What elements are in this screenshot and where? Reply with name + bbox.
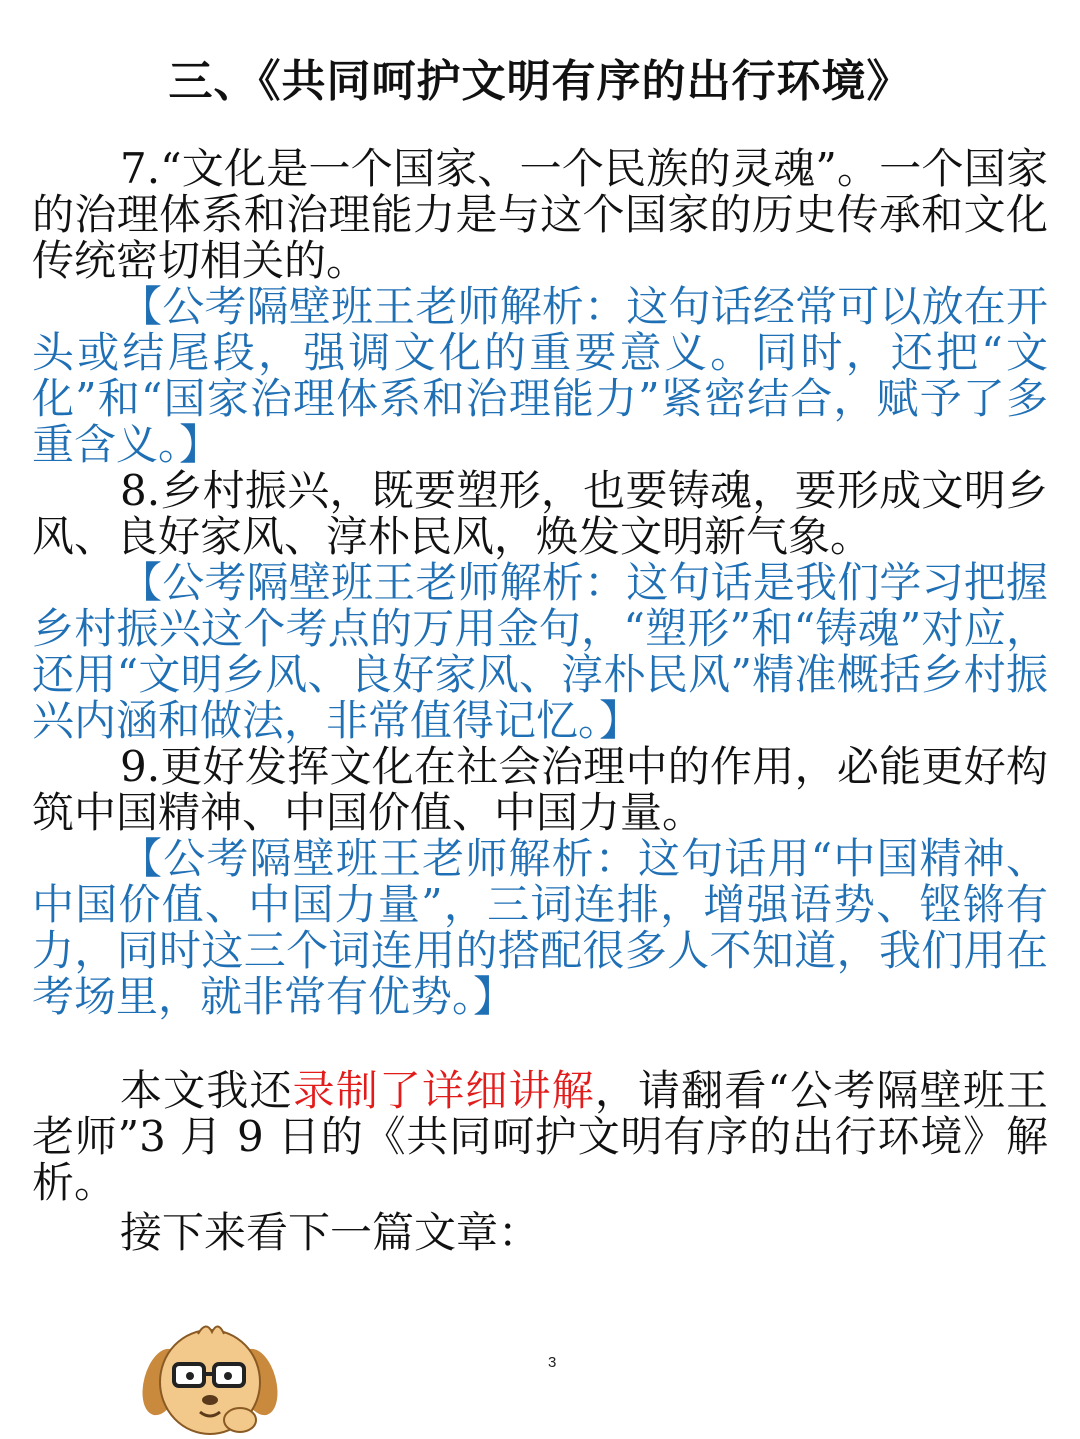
quote-8: 8.乡村振兴，既要塑形，也要铸魂，要形成文明乡风、良好家风、淳朴民风，焕发文明新气象。 xyxy=(32,466,1048,561)
analysis-7: 【公考隔壁班王老师解析：这句话经常可以放在开头或结尾段，强调文化的重要意义。同时，还把“文化”和“国家治理体系和治理能力”紧密结合，赋予了多重含义。】 xyxy=(32,282,1048,469)
note-highlight: 录制了详细讲解 xyxy=(292,1066,595,1115)
quote-7: 7.“文化是一个国家、一个民族的灵魂”。一个国家的治理体系和治理能力是与这个国家的历史传承和文化传统密切相关的。 xyxy=(32,144,1048,285)
quote-9: 9.更好发挥文化在社会治理中的作用，必能更好构筑中国精神、中国价值、中国力量。 xyxy=(32,742,1048,837)
recording-note xyxy=(32,1068,1048,1206)
note-after: ，请翻看“公考隔壁班王老师”3 月 9 日的《共同呵护文明有序的出行环境》解析。 xyxy=(32,1066,1048,1207)
cartoon-dog-icon xyxy=(140,1312,280,1439)
note-before: 本文我还 xyxy=(120,1066,293,1115)
document-page xyxy=(32,0,1048,1256)
next-article-text: 接下来看下一篇文章： xyxy=(120,1208,541,1257)
page-title: 三、《共同呵护文明有序的出行环境》 xyxy=(168,56,912,107)
page-number: 3 xyxy=(548,1354,557,1371)
spacer xyxy=(32,1020,1048,1068)
analysis-9: 【公考隔壁班王老师解析：这句话用“中国精神、中国价值、中国力量”，三词连排，增强语势、铿锵有力，同时这三个词连用的搭配很多人不知道，我们用在考场里，就非常有优势。】 xyxy=(32,834,1048,1021)
analysis-8: 【公考隔壁班王老师解析：这句话是我们学习把握乡村振兴这个考点的万用金句，“塑形”和“铸魂”对应，还用“文明乡风、良好家风、淳朴民风”精准概括乡村振兴内涵和做法，非常值得记忆。】 xyxy=(32,558,1048,745)
